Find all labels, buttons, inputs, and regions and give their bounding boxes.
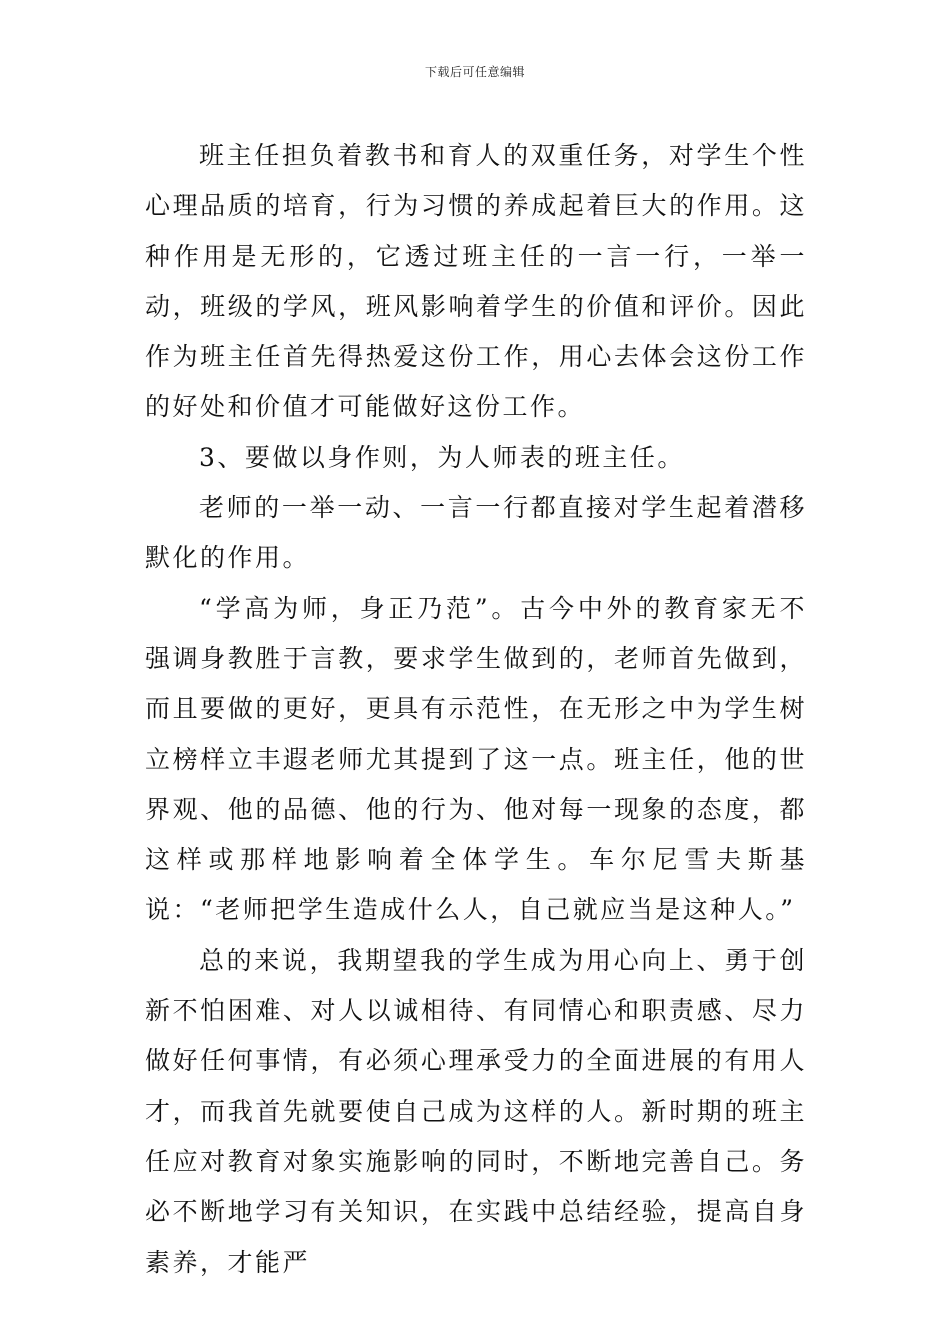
paragraph-5: 总的来说，我期望我的学生成为用心向上、勇于创新不怕困难、对人以诚相待、有同情心和职责感、尽力做好任何事情，有必须心理承受力的全面进展的有用人才，而我首先就要使自己成为这样的人。新时期的班主任应对教育对象实施影响的同时，不断地完善自己。务必不断地学习有关知识，在实践中总结经验，提高自身素养，才能严 (145, 945, 807, 1277)
paragraph-4: “学高为师，身正乃范”。古今中外的教育家无不强调身教胜于言教，要求学生做到的，老师首先做到，而且要做的更好，更具有示范性，在无形之中为学生树立榜样立丰遐老师尤其提到了这一点。班主任，他的世界观、他的品德、他的行为、他对每一现象的态度，都这样或那样地影响着全体学生。车尔尼雪夫斯基说：“老师把学生造成什么人，自己就应当是这种人。” (145, 593, 807, 925)
paragraph-3: 老师的一举一动、一言一行都直接对学生起着潜移默化的作用。 (145, 493, 807, 573)
paragraph-1: 班主任担负着教书和育人的双重任务，对学生个性心理品质的培育，行为习惯的养成起着巨大的作用。这种作用是无形的，它透过班主任的一言一行，一举一动，班级的学风，班风影响着学生的价值和评价。因此作为班主任首先得热爱这份工作，用心去体会这份工作的好处和价值才可能做好这份工作。 (145, 141, 807, 422)
body-text (145, 131, 807, 1288)
paragraph-2: 3、要做以身作则，为人师表的班主任。 (199, 442, 685, 472)
page-header: 下载后可任意编辑 (424, 65, 525, 79)
